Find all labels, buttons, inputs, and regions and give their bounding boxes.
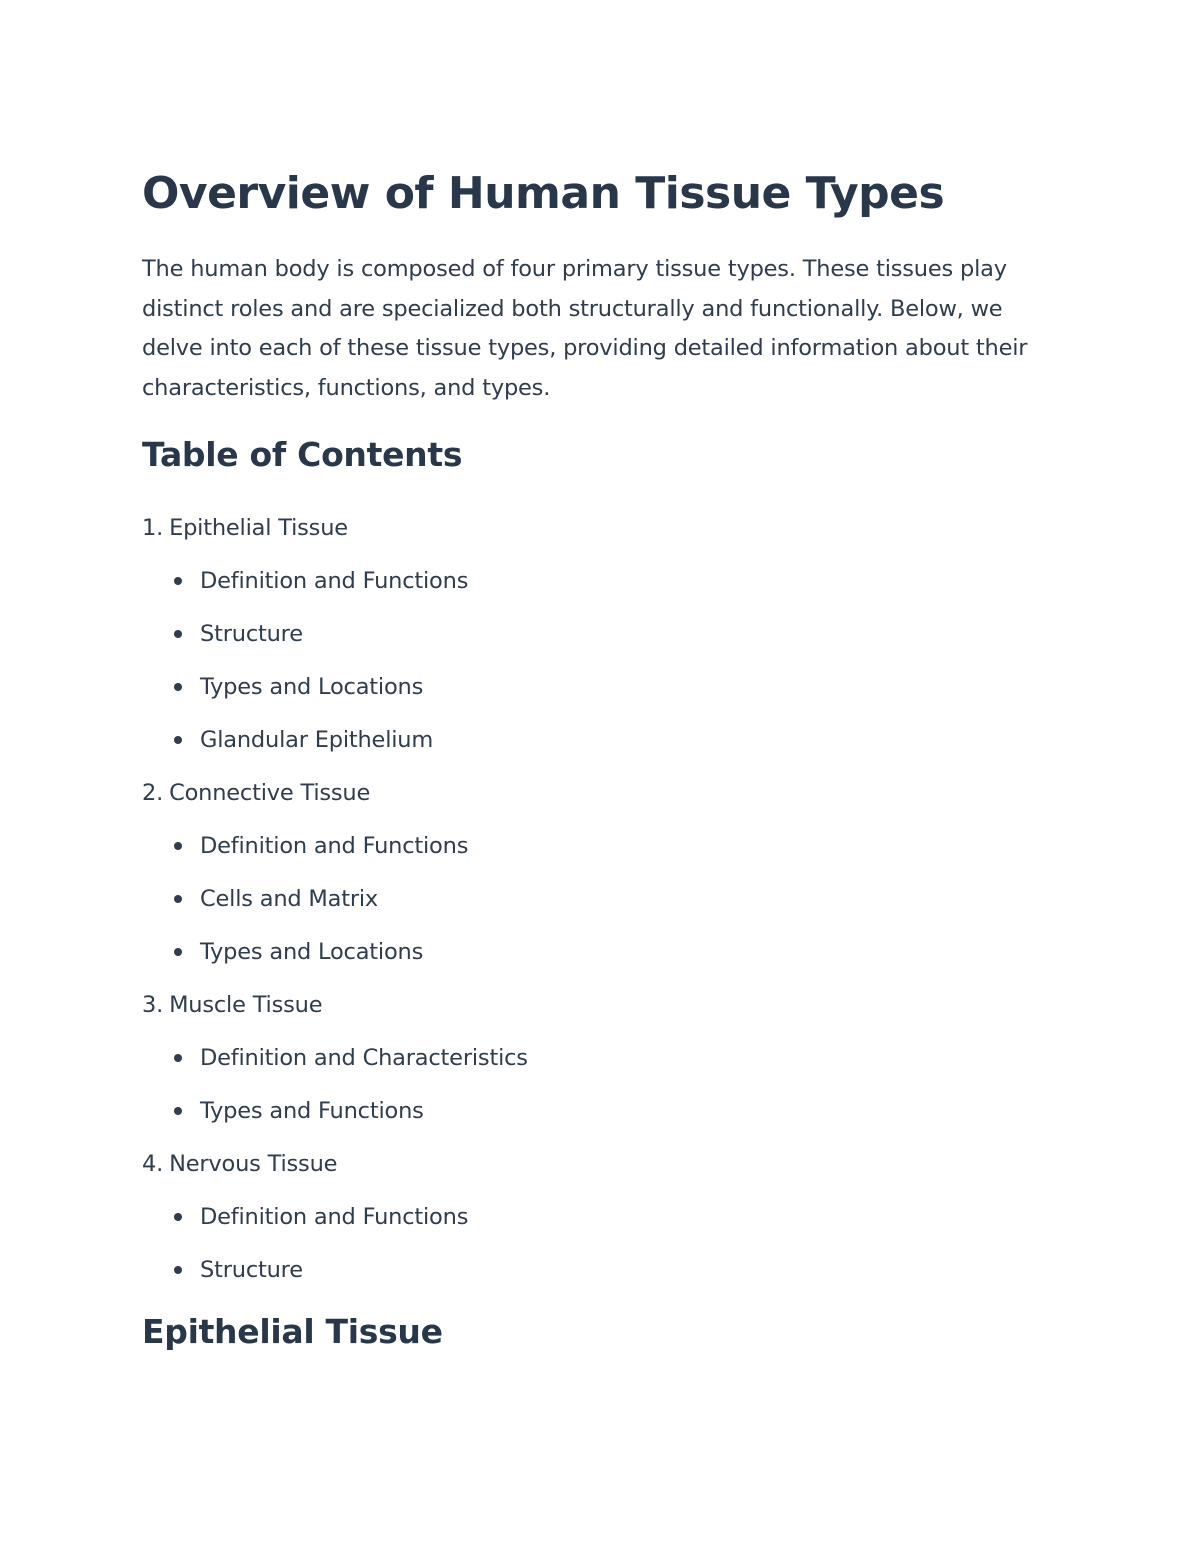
- toc-item-number: 2.: [142, 780, 164, 806]
- toc-subitem[interactable]: [142, 926, 528, 979]
- bullet-icon: [174, 1266, 182, 1274]
- toc-item-number: 1.: [142, 515, 164, 541]
- toc-item[interactable]: [142, 1138, 528, 1191]
- toc-subitem[interactable]: [142, 714, 528, 767]
- toc-subitem[interactable]: [142, 608, 528, 661]
- bullet-icon: [174, 1213, 182, 1221]
- toc-item[interactable]: [142, 979, 528, 1032]
- toc-subitem-label: Types and Locations: [200, 939, 424, 965]
- bullet-icon: [174, 1054, 182, 1062]
- toc-subitem-label: Structure: [200, 621, 303, 647]
- toc-subitem[interactable]: [142, 1244, 528, 1297]
- toc-item[interactable]: [142, 767, 528, 820]
- bullet-icon: [174, 948, 182, 956]
- toc-item[interactable]: [142, 502, 528, 555]
- bullet-icon: [174, 630, 182, 638]
- toc-subitem[interactable]: [142, 1032, 528, 1085]
- bullet-icon: [174, 736, 182, 744]
- toc-subitem[interactable]: [142, 873, 528, 926]
- bullet-icon: [174, 683, 182, 691]
- toc-subitem-label: Definition and Functions: [200, 568, 469, 594]
- toc-subitem-label: Types and Functions: [200, 1098, 424, 1124]
- toc-subitem-label: Definition and Characteristics: [200, 1045, 528, 1071]
- toc-item-label: Epithelial Tissue: [169, 515, 348, 541]
- toc-subitem-label: Structure: [200, 1257, 303, 1283]
- toc-item-number: 4.: [142, 1151, 164, 1177]
- toc-item-number: 3.: [142, 992, 164, 1018]
- intro-paragraph: The human body is composed of four primary tissue types. These tissues play distinct roles and are specialized both structurally and functionally. Below, we delve into each of these tissue types, providing detailed information about their characteristics, functions, and types.: [142, 256, 1028, 401]
- bullet-icon: [174, 842, 182, 850]
- toc-item-label: Nervous Tissue: [169, 1151, 338, 1177]
- toc-heading: Table of Contents: [142, 435, 463, 474]
- toc-subitem-label: Glandular Epithelium: [200, 727, 434, 753]
- bullet-icon: [174, 895, 182, 903]
- bullet-icon: [174, 1107, 182, 1115]
- toc-item-label: Muscle Tissue: [169, 992, 323, 1018]
- toc-subitem-label: Types and Locations: [200, 674, 424, 700]
- toc-subitem-label: Cells and Matrix: [200, 886, 379, 912]
- toc-subitem-label: Definition and Functions: [200, 833, 469, 859]
- toc-subitem[interactable]: [142, 1085, 528, 1138]
- bullet-icon: [174, 577, 182, 585]
- toc-subitem-label: Definition and Functions: [200, 1204, 469, 1230]
- toc-subitem[interactable]: [142, 661, 528, 714]
- page-title: Overview of Human Tissue Types: [142, 168, 945, 219]
- section-heading-epithelial: Epithelial Tissue: [142, 1312, 443, 1351]
- toc-subitem[interactable]: [142, 555, 528, 608]
- toc-item-label: Connective Tissue: [169, 780, 371, 806]
- toc-subitem[interactable]: [142, 1191, 528, 1244]
- toc-subitem[interactable]: [142, 820, 528, 873]
- table-of-contents: [142, 502, 528, 1297]
